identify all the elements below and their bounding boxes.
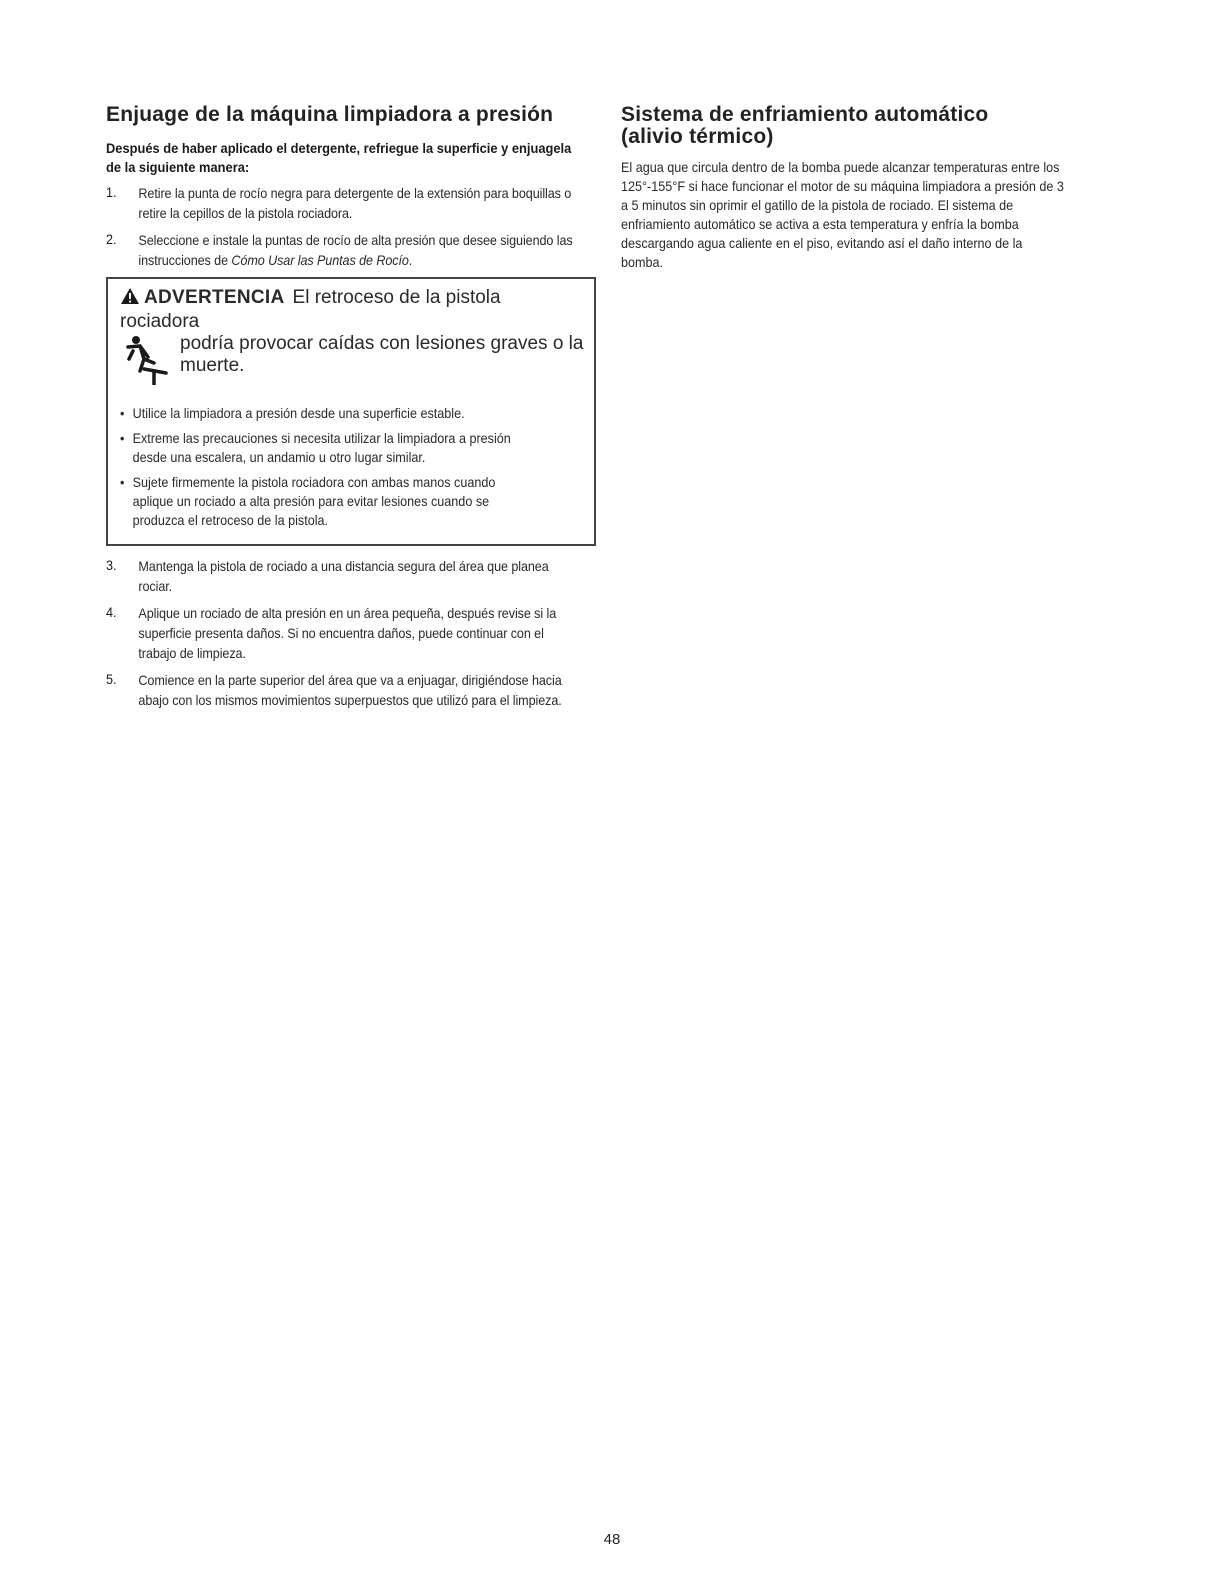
step-text: Aplique un rociado de alta presión en un área pequeña, después revise si la superficie presenta daños. Si no encuentra daños, puede continuar con el trabajo de limpieza. <box>138 605 557 661</box>
list-item <box>106 670 562 710</box>
section-title-rinse: Enjuage de la máquina limpiadora a presión <box>106 103 554 126</box>
step-text-part: Seleccione e instale la puntas de rocío de alta presión que desee siguiendo las instrucciones de <box>138 232 573 268</box>
warning-body <box>120 333 584 390</box>
list-item: • Sujete firmemente la pistola rociadora con ambas manos cuando aplique un rociado a alta presión para evitar lesiones cuando se produzca el retroceso de la pistola. <box>120 473 538 530</box>
cooling-body-block <box>621 158 1064 272</box>
warning-bullets-block <box>120 404 538 530</box>
list-item <box>106 183 572 223</box>
section-title-line: Sistema de enfriamiento automático <box>621 103 989 126</box>
list-item: • Utilice la limpiadora a presión desde una superficie estable. <box>120 404 538 423</box>
step-number: 2. <box>106 231 117 247</box>
step-text-part: . <box>408 252 413 268</box>
warning-box <box>106 277 596 546</box>
steps-block-a <box>106 183 573 270</box>
step-number: 3. <box>106 557 117 573</box>
step-number: 5. <box>106 671 117 687</box>
step-text <box>138 230 575 270</box>
warning-bullets <box>120 404 538 530</box>
warning-label: ADVERTENCIA <box>144 287 285 308</box>
list-item <box>106 603 557 663</box>
list-item <box>106 230 573 270</box>
fall-hazard-icon <box>120 333 180 390</box>
right-column <box>621 104 1113 272</box>
steps-block-b <box>106 556 562 710</box>
steps-list-b <box>106 556 562 710</box>
step-number: 4. <box>106 604 117 620</box>
left-column <box>106 104 590 717</box>
cooling-body-text: El agua que circula dentro de la bomba puede alcanzar temperaturas entre los 125°-155°F si hace funcionar el motor de su máquina limpiadora a presión de 3 a 5 minutos sin oprimir el gatillo de la pistola de rociado. El sistema de enfriamiento automático se activa a esta temperatura y enfría la bomba descargando agua caliente en el piso, evitando así el daño interno de la bomba. <box>621 159 1064 270</box>
page-number: 48 <box>603 1531 621 1548</box>
warning-triangle-icon <box>120 287 140 311</box>
list-item: • Extreme las precauciones si necesita utilizar la limpiadora a presión desde una escalera, un andamio u otro lugar similar. <box>120 429 538 467</box>
section-title-cooling <box>621 104 1113 148</box>
step-number: 1. <box>106 184 117 200</box>
warning-head-text: El retroceso de la pistola rociadora <box>120 287 501 332</box>
section-title-line: (alivio térmico) <box>621 125 774 148</box>
warning-header <box>120 287 584 333</box>
step-text-reference: Cómo Usar las Puntas de Rocío <box>231 252 409 268</box>
list-item <box>106 556 549 596</box>
warning-continuation: podría provocar caídas con lesiones graves o la muerte. <box>180 333 584 376</box>
step-text: Retire la punta de rocío negra para detergente de la extensión para boquillas o retire la cepillos de la pistola rociadora. <box>138 185 572 221</box>
step-text: Comience en la parte superior del área que va a enjuagar, dirigiéndose hacia abajo con los mismos movimientos superpuestos que utilizó para el limpieza. <box>138 672 562 708</box>
steps-list-a <box>106 183 573 270</box>
intro-text: Después de haber aplicado el detergente, refriegue la superficie y enjuagela de la siguiente manera: <box>106 140 572 175</box>
step-text: Mantenga la pistola de rociado a una distancia segura del área que planea rociar. <box>138 558 549 594</box>
